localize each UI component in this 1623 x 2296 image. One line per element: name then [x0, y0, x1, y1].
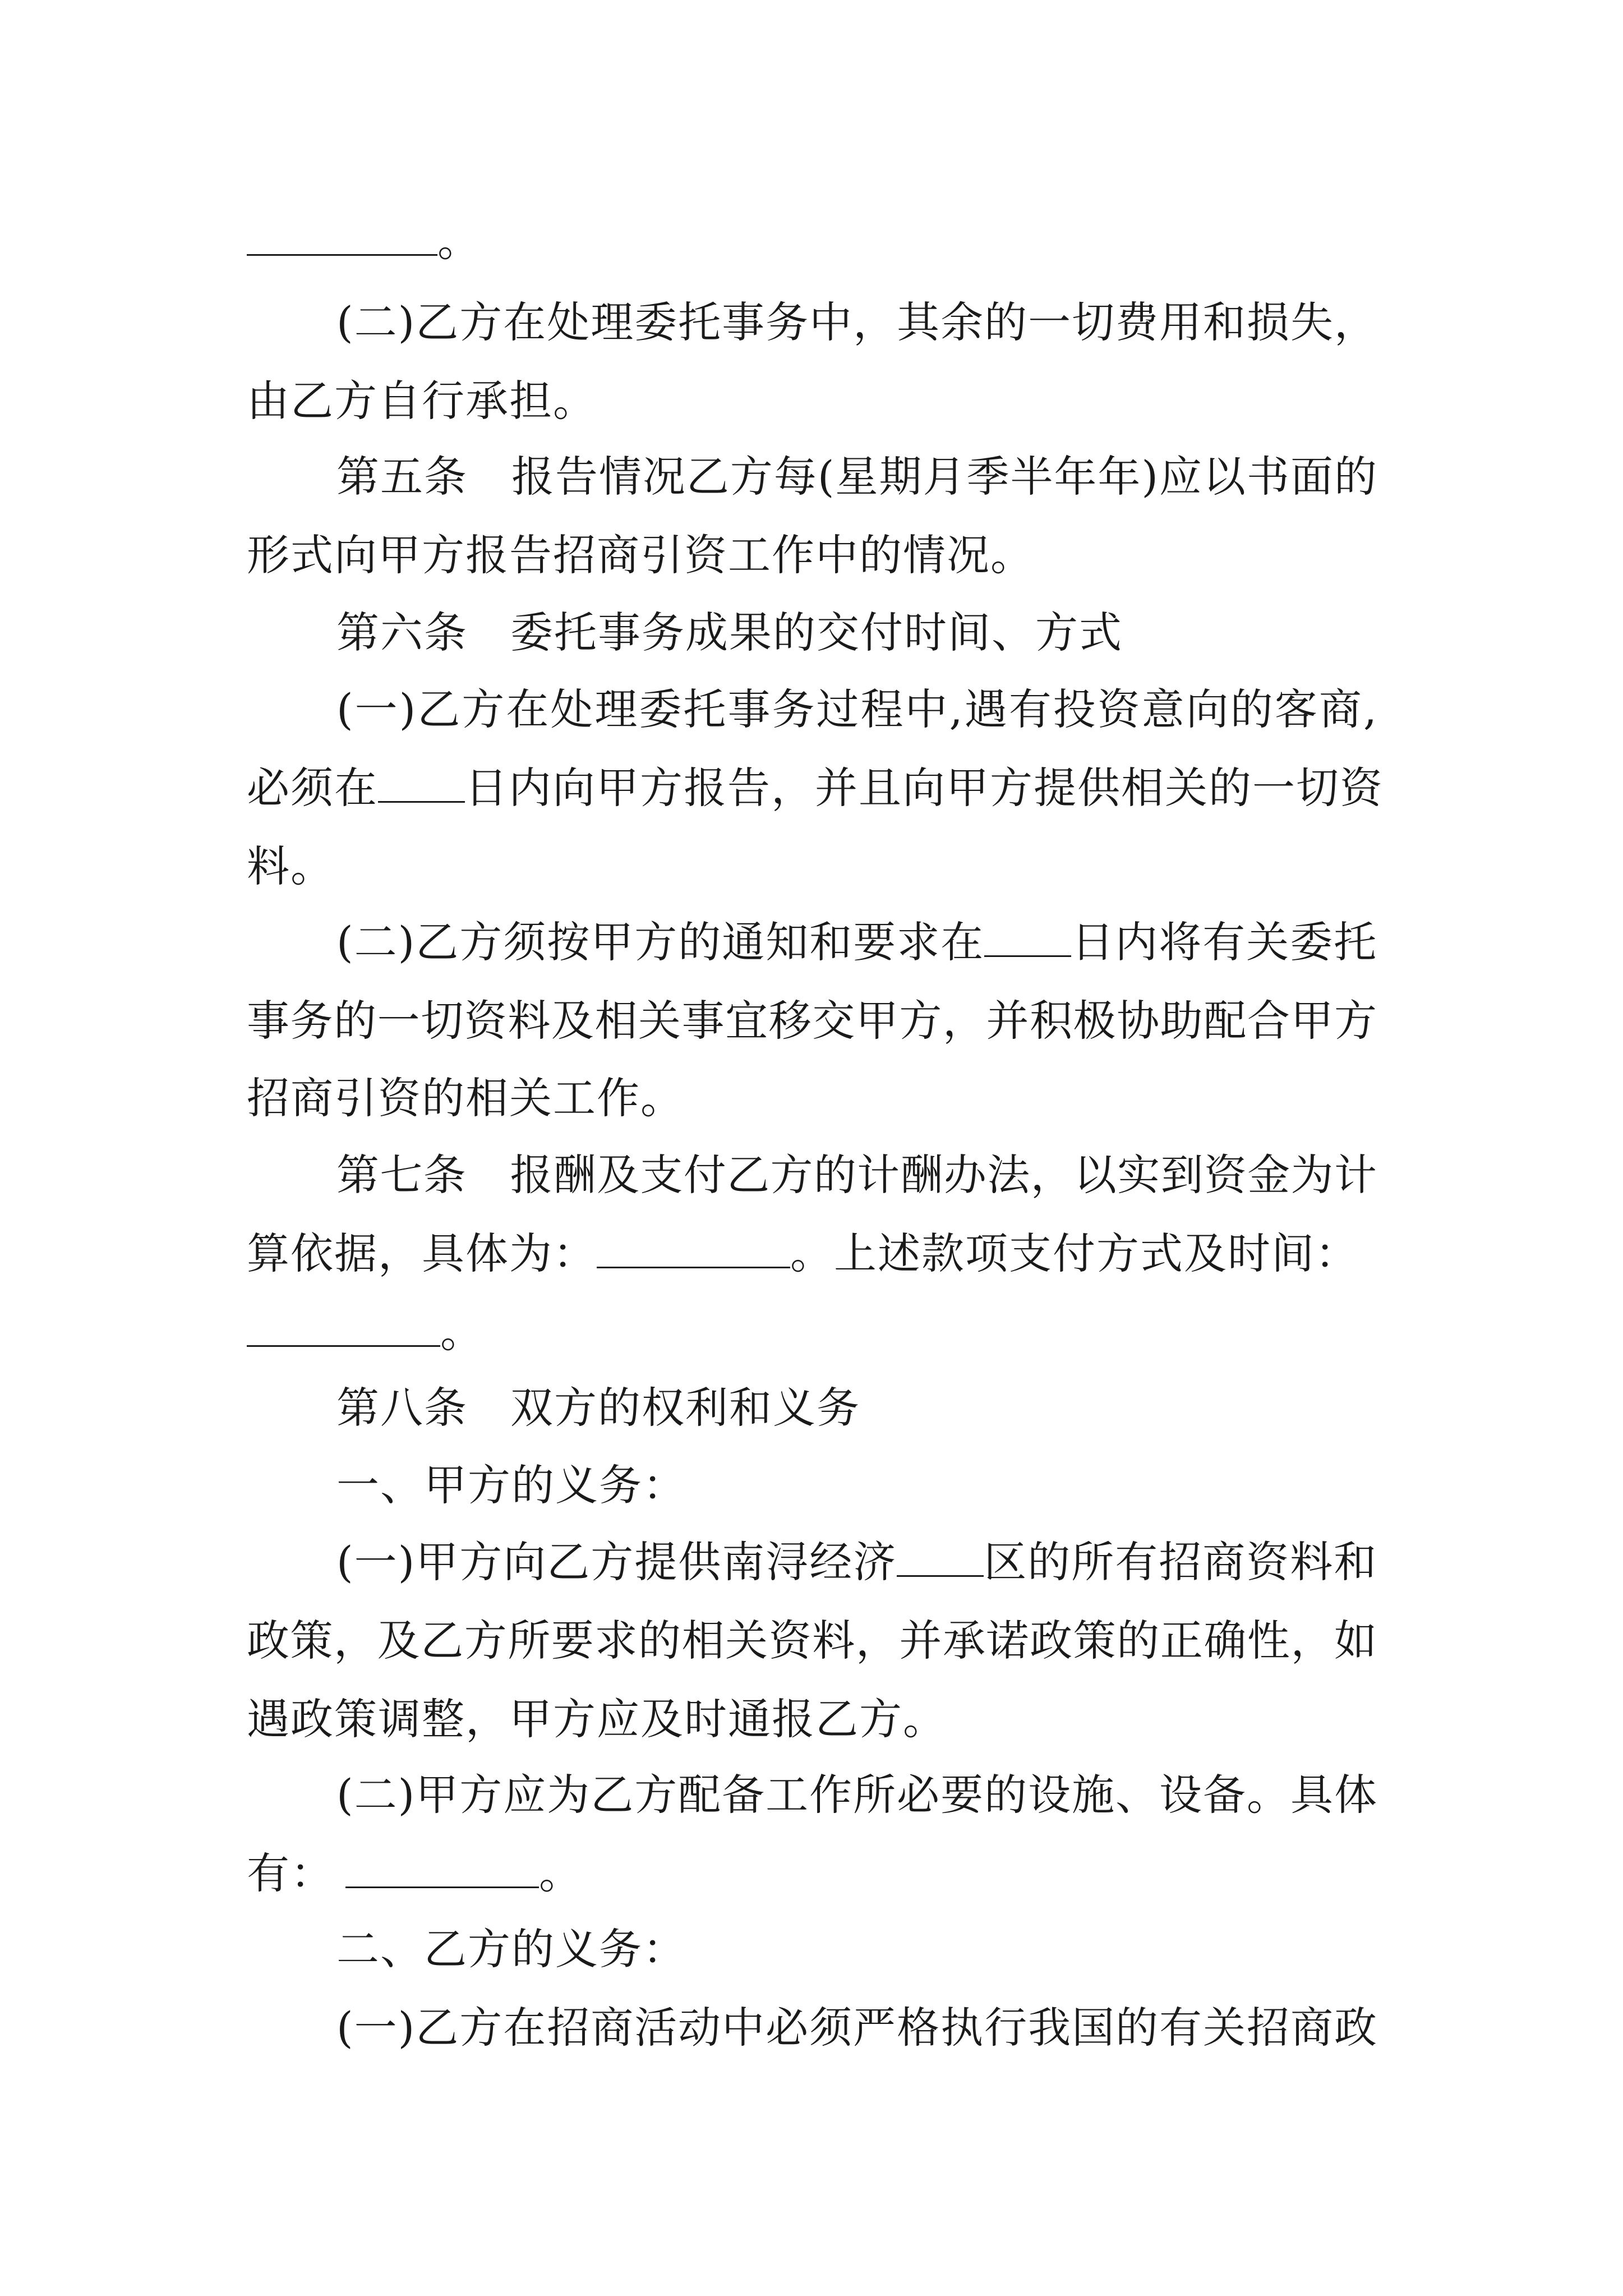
text-line: 有： 。 — [247, 1846, 583, 1902]
clause-7-line: 第七条 报酬及支付乙方的计酬办法，以实到资金为计 — [336, 1150, 1377, 1200]
section-heading: 二、乙方的义务： — [336, 1924, 686, 1974]
text-line: 料。 — [247, 841, 334, 891]
fill-in-blank — [247, 1305, 440, 1347]
clause-heading: 第八条 — [336, 1383, 468, 1433]
fill-in-blank — [345, 1846, 539, 1888]
text-line: 算依据，具体为： 。上述款项支付方式及时间： — [247, 1226, 1359, 1282]
clause-heading: 第六条 — [336, 608, 468, 657]
text-line: (二)乙方须按甲方的通知和要求在 日内将有关委托 — [336, 914, 1377, 970]
text-line: (二)乙方在处理委托事务中，其余的一切费用和损失， — [336, 297, 1377, 347]
text-line: 由乙方自行承担。 — [247, 376, 597, 426]
text-line: (一)乙方在招商活动中必须严格执行我国的有关招商政 — [336, 2003, 1377, 2053]
fill-in-blank — [984, 915, 1071, 957]
clause-6-line: 第六条 委托事务成果的交付时间、方式 — [336, 608, 1123, 657]
text-line: (二)甲方应为乙方配备工作所必要的设施、设备。具体 — [336, 1770, 1377, 1820]
clause-heading: 第五条 — [336, 452, 468, 501]
fill-in-blank — [247, 214, 437, 256]
text-line: (一)甲方向乙方提供南浔经济 区的所有招商资料和 — [336, 1534, 1377, 1590]
text-line: (一)乙方在处理委托事务过程中,遇有投资意向的客商, — [336, 684, 1377, 734]
fill-in-blank — [897, 1535, 984, 1577]
text-line: 。 — [247, 1304, 484, 1360]
section-heading: 一、甲方的义务： — [336, 1460, 686, 1510]
text-line: 必须在 日内向甲方报告，并且向甲方提供相关的一切资 — [247, 760, 1384, 816]
text-line: 事务的一切资料及相关事宜移交甲方，并积极协助配合甲方 — [247, 996, 1377, 1046]
fill-in-blank — [378, 761, 465, 803]
clause-8-line: 第八条 双方的权利和义务 — [336, 1383, 860, 1433]
text-line: 政策，及乙方所要求的相关资料，并承诺政策的正确性，如 — [247, 1616, 1377, 1665]
text-line: 招商引资的相关工作。 — [247, 1073, 684, 1123]
text-line: 形式向甲方报告招商引资工作中的情况。 — [247, 530, 1034, 580]
clause-5-line: 第五条 报告情况乙方每(星期月季半年年)应以书面的 — [336, 452, 1377, 501]
text-line: 遇政策调整，甲方应及时通报乙方。 — [247, 1694, 947, 1744]
text-line: 。 — [247, 213, 481, 269]
fill-in-blank — [597, 1226, 790, 1268]
clause-heading: 第七条 — [336, 1150, 467, 1200]
